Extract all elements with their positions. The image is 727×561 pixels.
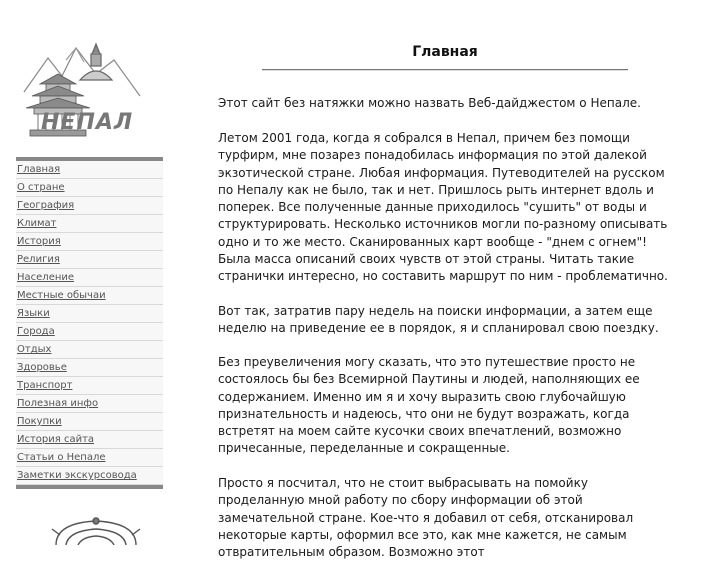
ornament-emblem-icon (48, 515, 144, 545)
page-title: Главная (412, 44, 478, 60)
nav-item-religion[interactable]: Религия (16, 251, 163, 269)
paragraph-planning: Вот так, затратив пару недель на поиски информации, а затем еще неделю на приведение ее в порядок, я и спланировал свою поездку. (218, 304, 659, 336)
paragraph-purpose: Просто я посчитал, что не стоит выбрасывать на помойку проделанную мной работу по сбору информации об этой замечательной стране. Кое-что я добавил от себя, отсканировал некоторые карты, оформил все это, как мне кажется, не самым отвратительным образом. Возможно этот (218, 476, 634, 560)
nav-item-population[interactable]: Население (16, 269, 163, 287)
nav-item-climate[interactable]: Климат (16, 215, 163, 233)
nav-item-languages[interactable]: Языки (16, 305, 163, 323)
nav-item-health[interactable]: Здоровье (16, 359, 163, 377)
nav-item-shopping[interactable]: Покупки (16, 413, 163, 431)
nav-item-home[interactable]: Главная (16, 161, 163, 179)
nav-item-history[interactable]: История (16, 233, 163, 251)
paragraph-story: Летом 2001 года, когда я собрался в Непал, причем без помощи турфирм, мне позарез понадобилась информация по этой далекой экзотической стране. Любая информация. Путеводителей на русском по Непалу как не было, так и нет. Пришлось рыть интернет вдоль и поперек. Все полученные данные приходилось "сушить" от воды и структурировать. Несколько источников могли по-разному описывать одно и то же место. Сканированных карт вообще - "днем с огнем"! Была масса описаний своих чувств от этой страны. Читать такие странички интересно, но составить маршрут по ним - проблематично. (218, 131, 668, 284)
title-divider (262, 69, 628, 71)
nav-item-useful-info[interactable]: Полезная инфо (16, 395, 163, 413)
nav-item-customs[interactable]: Местные обычаи (16, 287, 163, 305)
nav-item-guide-notes[interactable]: Заметки экскурсовода (16, 467, 163, 485)
nav-list (16, 161, 163, 485)
nav-bottom-bar (16, 485, 163, 489)
nav-item-site-history[interactable]: История сайта (16, 431, 163, 449)
nav-item-transport[interactable]: Транспорт (16, 377, 163, 395)
nav-item-cities[interactable]: Города (16, 323, 163, 341)
paragraph-intro: Этот сайт без натяжки можно назвать Веб-дайджестом о Непале. (218, 96, 641, 110)
nav-item-geography[interactable]: География (16, 197, 163, 215)
nav-item-about-country[interactable]: О стране (16, 179, 163, 197)
sidebar-nav (16, 157, 163, 489)
logo-text: НЕПАЛ (41, 110, 134, 135)
nav-item-articles[interactable]: Статьи о Непале (16, 449, 163, 467)
paragraph-thanks: Без преувеличения могу сказать, что это путешествие просто не состоялось бы без Всемирной Паутины и людей, наполняющих ее содержанием. Именно им я и хочу выразить свою глубочайшую признательность и надеюсь, что они не будут возражать, когда встретят на моем сайте кусочки своих впечатлений, возможно причесанные, переделанные и сокращенные. (218, 355, 640, 456)
nav-item-leisure[interactable]: Отдых (16, 341, 163, 359)
